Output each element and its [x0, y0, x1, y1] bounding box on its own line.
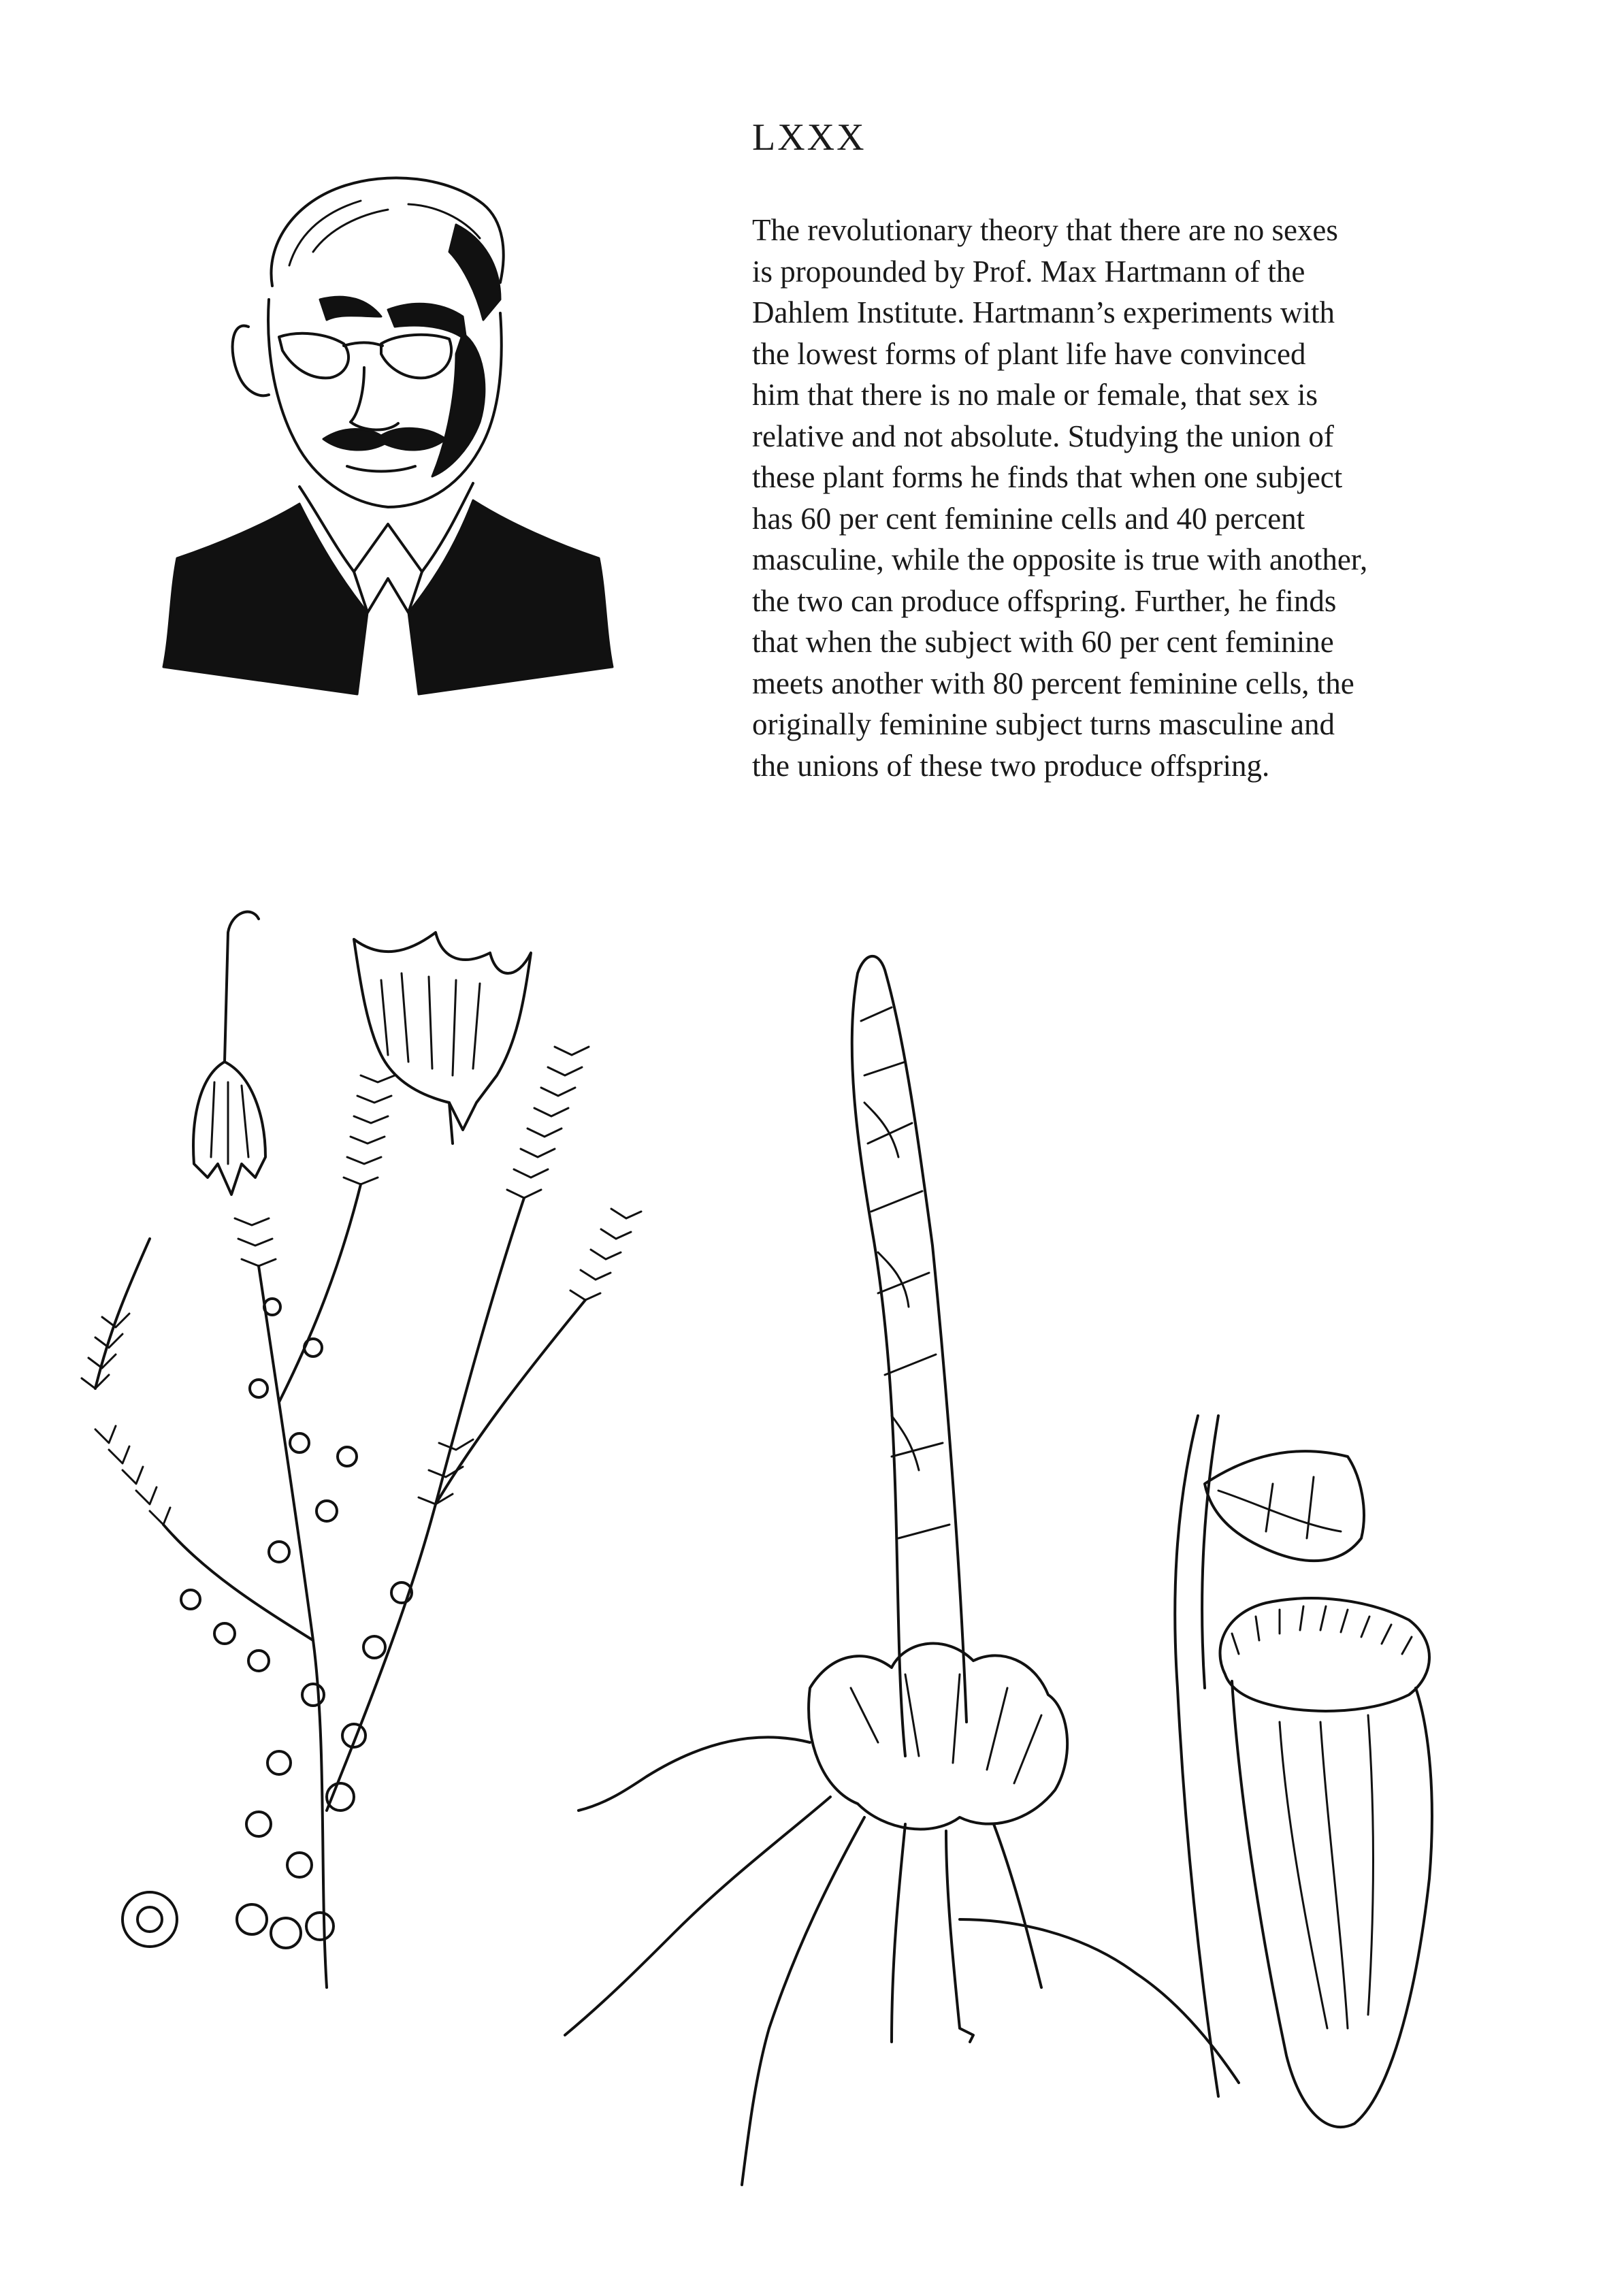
- paragraph-line: him that there is no male or female, that sex is: [752, 378, 1318, 412]
- paragraph-line: relative and not absolute. Studying the union of: [752, 419, 1334, 453]
- paragraph-line: that when the subject with 60 per cent feminine: [752, 625, 1334, 659]
- paragraph-line: the lowest forms of plant life have convinced: [752, 336, 1306, 371]
- paragraph-line: masculine, while the opposite is true with another,: [752, 542, 1368, 576]
- chapter-numeral: LXXX: [752, 116, 866, 159]
- paragraph-line: these plant forms he finds that when one subject: [752, 460, 1343, 494]
- paragraph-line: Dahlem Institute. Hartmann’s experiments with: [752, 295, 1335, 329]
- paragraph-line: The revolutionary theory that there are no sexes: [752, 213, 1338, 247]
- paragraph-line: the two can produce offspring. Further, he finds: [752, 583, 1337, 618]
- paragraph-line: has 60 per cent feminine cells and 40 percent: [752, 501, 1305, 536]
- asparagus-pitcher-illustration: [524, 939, 1565, 2205]
- portrait-illustration: [163, 163, 613, 694]
- paragraph-line: is propounded by Prof. Max Hartmann of the: [752, 254, 1305, 289]
- paragraph-line: the unions of these two produce offspring.: [752, 748, 1270, 783]
- body-paragraph: [752, 210, 1511, 786]
- paragraph-line: originally feminine subject turns masculine and: [752, 707, 1335, 741]
- paragraph-line: meets another with 80 percent feminine cells, the: [752, 666, 1354, 700]
